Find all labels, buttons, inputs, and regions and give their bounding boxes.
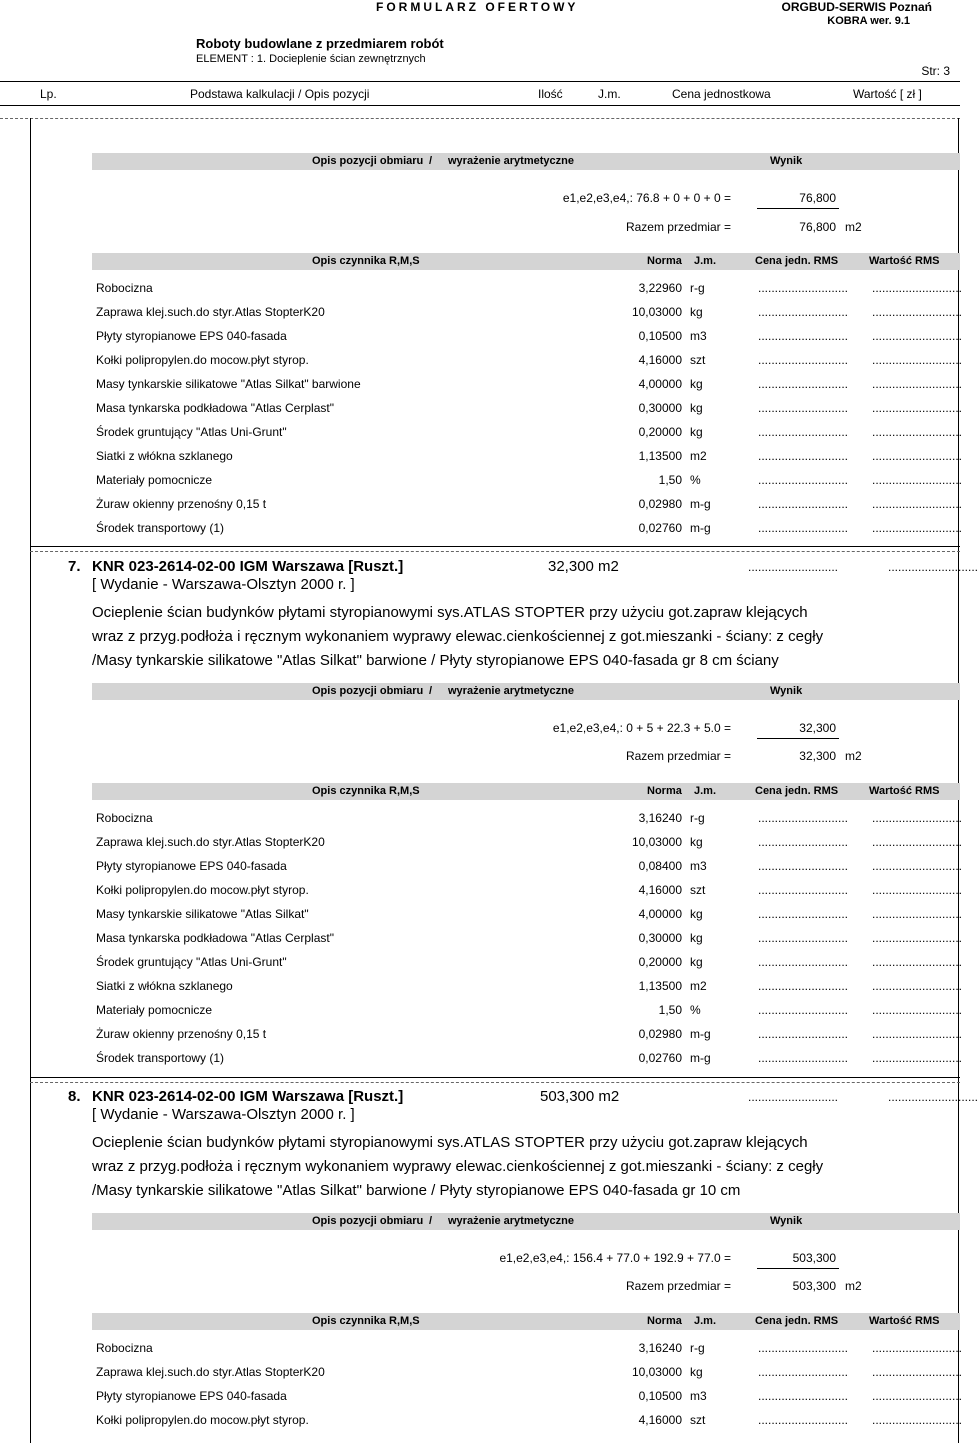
factor-norm: 0,10500: [638, 1389, 682, 1403]
col-unit-price: Cena jednostkowa: [672, 87, 771, 101]
factor-unit: r-g: [690, 811, 705, 825]
factor-row: [96, 1389, 963, 1407]
factor-row: [96, 521, 963, 539]
factor-row: [96, 377, 963, 395]
measure-desc-label: Opis pozycji obmiaru: [312, 685, 424, 697]
position-number: 7.: [68, 558, 81, 575]
factor-norm: 0,08400: [638, 859, 682, 873]
measure-result-label: Wynik: [770, 1215, 803, 1227]
factor-price-dots: ...........................: [758, 1341, 849, 1355]
factor-price-dots: ...........................: [758, 305, 849, 319]
factor-value-dots: ...........................: [872, 1413, 963, 1427]
factor-name: Kołki polipropylen.do mocow.płyt styrop.: [96, 1413, 309, 1427]
factor-norm: 0,02760: [638, 1051, 682, 1065]
factor-value-label: Wartość RMS: [869, 255, 940, 267]
factor-value-dots: ...........................: [872, 1389, 963, 1403]
razem-value: 76,800: [799, 220, 836, 234]
position-code: KNR 023-2614-02-00 IGM Warszawa [Ruszt.]: [92, 1088, 404, 1105]
factor-name: Robocizna: [96, 811, 153, 825]
factor-unit: m-g: [690, 1027, 711, 1041]
position-desc-line-1: Ocieplenie ścian budynków płytami styropianowymi sys.ATLAS STOPTER przy użyciu got.zapraw klejących: [92, 604, 808, 621]
measure-desc-label: Opis pozycji obmiaru: [312, 1215, 424, 1227]
factor-name: Żuraw okienny przenośny 0,15 t: [96, 1027, 267, 1041]
document-title: Roboty budowlane z przedmiarem robót: [196, 36, 444, 51]
factor-value-dots: ...........................: [872, 1341, 963, 1355]
frame-left-line: [30, 118, 31, 1443]
measure-slash: /: [429, 155, 433, 167]
factor-name: Kołki polipropylen.do mocow.płyt styrop.: [96, 883, 309, 897]
factor-row: [96, 835, 963, 853]
factor-name: Środek transportowy (1): [96, 521, 225, 535]
position-price-dots: ...........................: [748, 1090, 839, 1104]
factor-value-dots: ...........................: [872, 1365, 963, 1379]
header-dash-rule: [0, 118, 960, 119]
factor-value-dots: ...........................: [872, 1051, 963, 1065]
factor-norm: 3,16240: [638, 811, 682, 825]
factor-price-dots: ...........................: [758, 353, 849, 367]
position-edition: [ Wydanie - Warszawa-Olsztyn 2000 r. ]: [92, 1106, 355, 1123]
razem-value: 32,300: [799, 749, 836, 763]
factor-desc-label: Opis czynnika R,M,S: [312, 785, 420, 797]
factor-value-dots: ...........................: [872, 859, 963, 873]
factor-price-dots: ...........................: [758, 979, 849, 993]
factor-row: [96, 907, 963, 925]
factor-name: Siatki z włókna szklanego: [96, 449, 233, 463]
factor-value-dots: ...........................: [872, 955, 963, 969]
col-value: Wartość [ zł ]: [853, 87, 922, 101]
factor-row: [96, 401, 963, 419]
factor-value-label: Wartość RMS: [869, 785, 940, 797]
factor-norm: 1,50: [658, 473, 682, 487]
factor-norm: 0,20000: [638, 425, 682, 439]
factor-unit: kg: [690, 955, 703, 969]
measure-result: 32,300: [799, 721, 836, 735]
factor-name: Zaprawa klej.such.do styr.Atlas StopterK20: [96, 1365, 325, 1379]
col-qty: Ilość: [538, 87, 563, 101]
factor-norm: 10,03000: [631, 305, 682, 319]
factor-price-dots: ...........................: [758, 907, 849, 921]
factor-row: [96, 449, 963, 467]
position-value-dots: ...........................: [888, 560, 978, 574]
razem-label: Razem przedmiar =: [625, 749, 731, 763]
position-edition: [ Wydanie - Warszawa-Olsztyn 2000 r. ]: [92, 576, 355, 593]
factor-unit: %: [690, 1003, 701, 1017]
measure-expr-label: wyrażenie arytmetyczne: [448, 1215, 574, 1227]
position-desc-line-3: /Masy tynkarskie silikatowe "Atlas Silkat" barwione / Płyty styropianowe EPS 040-fasada gr 10 cm: [92, 1182, 741, 1199]
factor-unit: kg: [690, 305, 703, 319]
factor-row: [96, 1027, 963, 1045]
factor-unit: szt: [690, 1413, 706, 1427]
factor-name: Zaprawa klej.such.do styr.Atlas StopterK20: [96, 835, 325, 849]
section-divider: [30, 546, 960, 547]
factor-price-dots: ...........................: [758, 859, 849, 873]
factor-price-label: Cena jedn. RMS: [755, 255, 839, 267]
factor-norm: 3,16240: [638, 1341, 682, 1355]
factor-row: [96, 859, 963, 877]
factor-unit: m3: [690, 329, 707, 343]
factor-price-dots: ...........................: [758, 1389, 849, 1403]
factor-norm: 0,20000: [638, 955, 682, 969]
factor-norm: 0,30000: [638, 931, 682, 945]
factor-name: Środek transportowy (1): [96, 1051, 225, 1065]
measure-desc-label: Opis pozycji obmiaru: [312, 155, 424, 167]
factor-value-dots: ...........................: [872, 835, 963, 849]
factor-desc-label: Opis czynnika R,M,S: [312, 255, 420, 267]
factor-value-dots: ...........................: [872, 931, 963, 945]
factor-value-dots: ...........................: [872, 401, 963, 415]
factor-price-dots: ...........................: [758, 811, 849, 825]
section-divider-dashed: [30, 551, 960, 552]
measure-expression: e1,e2,e3,e4,: 0 + 5 + 22.3 + 5.0 =: [552, 721, 731, 735]
factor-price-dots: ...........................: [758, 931, 849, 945]
factor-name: Masa tynkarska podkładowa "Atlas Cerplast": [96, 931, 334, 945]
factor-unit: m2: [690, 449, 707, 463]
factor-header-bar: [92, 783, 960, 800]
factor-unit: kg: [690, 907, 703, 921]
factor-price-dots: ...........................: [758, 401, 849, 415]
element-label: ELEMENT : 1. Docieplenie ścian zewnętrznych: [196, 53, 426, 65]
factor-row: [96, 955, 963, 973]
measure-result-underline: [757, 738, 839, 739]
factor-norm: 4,16000: [638, 883, 682, 897]
factor-value-dots: ...........................: [872, 497, 963, 511]
factor-value-dots: ...........................: [872, 329, 963, 343]
factor-value-dots: ...........................: [872, 1027, 963, 1041]
factor-name: Materiały pomocnicze: [96, 473, 213, 487]
factor-row: [96, 329, 963, 347]
factor-norm: 3,22960: [638, 281, 682, 295]
razem-unit: m2: [845, 220, 862, 234]
factor-norm: 10,03000: [631, 835, 682, 849]
factor-value-dots: ...........................: [872, 883, 963, 897]
factor-name: Płyty styropianowe EPS 040-fasada: [96, 1389, 287, 1403]
position-desc-line-2: wraz z przyg.podłoża i ręcznym wykonaniem wyprawy elewac.cienkościennej z got.mieszanki - ściany: z cegły: [92, 628, 824, 645]
column-header-bottom-rule: [0, 105, 960, 106]
measure-result-label: Wynik: [770, 685, 803, 697]
razem-label: Razem przedmiar =: [625, 1279, 731, 1293]
factor-norm: 0,02760: [638, 521, 682, 535]
factor-name: Masy tynkarskie silikatowe "Atlas Silkat": [96, 907, 309, 921]
section-divider: [30, 1077, 960, 1078]
measure-result-label: Wynik: [770, 155, 803, 167]
factor-name: Środek gruntujący "Atlas Uni-Grunt": [96, 425, 287, 439]
factor-norm: 0,02980: [638, 1027, 682, 1041]
factor-unit-label: J.m.: [694, 785, 717, 797]
factor-price-dots: ...........................: [758, 1413, 849, 1427]
factor-value-dots: ...........................: [872, 1003, 963, 1017]
factor-unit: szt: [690, 353, 706, 367]
factor-unit: r-g: [690, 281, 705, 295]
measure-result-underline: [757, 208, 839, 209]
factor-name: Środek gruntujący "Atlas Uni-Grunt": [96, 955, 287, 969]
factor-norm: 4,00000: [638, 907, 682, 921]
measure-expression: e1,e2,e3,e4,: 76.8 + 0 + 0 + 0 =: [562, 191, 731, 205]
factor-price-dots: ...........................: [758, 473, 849, 487]
factor-value-dots: ...........................: [872, 377, 963, 391]
factor-price-dots: ...........................: [758, 449, 849, 463]
measure-result-underline: [757, 1268, 839, 1269]
factor-unit-label: J.m.: [694, 1315, 717, 1327]
measure-header-bar: [92, 1213, 960, 1230]
factor-norm-label: Norma: [647, 255, 682, 267]
factor-row: [96, 425, 963, 443]
factor-unit: kg: [690, 425, 703, 439]
factor-norm: 0,02980: [638, 497, 682, 511]
factor-header-bar: [92, 1313, 960, 1330]
factor-norm: 1,13500: [638, 449, 682, 463]
measure-slash: /: [429, 1215, 433, 1227]
factor-price-dots: ...........................: [758, 425, 849, 439]
factor-value-dots: ...........................: [872, 473, 963, 487]
factor-header-bar: [92, 253, 960, 270]
factor-unit: m3: [690, 1389, 707, 1403]
factor-price-dots: ...........................: [758, 281, 849, 295]
factor-unit: m2: [690, 979, 707, 993]
factor-unit: kg: [690, 931, 703, 945]
factor-price-label: Cena jedn. RMS: [755, 1315, 839, 1327]
factor-row: [96, 811, 963, 829]
factor-row: [96, 497, 963, 515]
factor-row: [96, 1413, 963, 1431]
factor-name: Płyty styropianowe EPS 040-fasada: [96, 329, 287, 343]
factor-norm: 10,03000: [631, 1365, 682, 1379]
form-title: FORMULARZ OFERTOWY: [376, 0, 579, 14]
factor-value-label: Wartość RMS: [869, 1315, 940, 1327]
factor-name: Materiały pomocnicze: [96, 1003, 213, 1017]
measure-slash: /: [429, 685, 433, 697]
factor-name: Zaprawa klej.such.do styr.Atlas StopterK20: [96, 305, 325, 319]
factor-price-dots: ...........................: [758, 955, 849, 969]
factor-name: Żuraw okienny przenośny 0,15 t: [96, 497, 267, 511]
factor-price-dots: ...........................: [758, 1051, 849, 1065]
factor-value-dots: ...........................: [872, 811, 963, 825]
factor-unit: kg: [690, 377, 703, 391]
razem-label: Razem przedmiar =: [625, 220, 731, 234]
factor-norm: 0,30000: [638, 401, 682, 415]
position-value-dots: ...........................: [888, 1090, 978, 1104]
factor-unit: m-g: [690, 521, 711, 535]
factor-name: Masy tynkarskie silikatowe "Atlas Silkat" barwione: [96, 377, 361, 391]
factor-value-dots: ...........................: [872, 521, 963, 535]
position-desc-line-1: Ocieplenie ścian budynków płytami styropianowymi sys.ATLAS STOPTER przy użyciu got.zapraw klejących: [92, 1134, 808, 1151]
measure-result: 503,300: [792, 1251, 836, 1265]
factor-unit: m-g: [690, 1051, 711, 1065]
position-desc-line-2: wraz z przyg.podłoża i ręcznym wykonaniem wyprawy elewac.cienkościennej z got.mieszanki - ściany: z cegły: [92, 1158, 824, 1175]
position-desc-line-3: /Masy tynkarskie silikatowe "Atlas Silkat" barwione / Płyty styropianowe EPS 040-fasada gr 8 cm ściany: [92, 652, 779, 669]
factor-norm: 4,16000: [638, 353, 682, 367]
col-basis: Podstawa kalkulacji / Opis pozycji: [190, 87, 370, 101]
factor-norm: 4,16000: [638, 1413, 682, 1427]
factor-price-dots: ...........................: [758, 835, 849, 849]
measure-expr-label: wyrażenie arytmetyczne: [448, 155, 574, 167]
factor-unit: %: [690, 473, 701, 487]
factor-row: [96, 353, 963, 371]
factor-price-label: Cena jedn. RMS: [755, 785, 839, 797]
factor-desc-label: Opis czynnika R,M,S: [312, 1315, 420, 1327]
column-header-top-rule: [0, 81, 960, 82]
factor-value-dots: ...........................: [872, 305, 963, 319]
factor-name: Płyty styropianowe EPS 040-fasada: [96, 859, 287, 873]
factor-value-dots: ...........................: [872, 281, 963, 295]
factor-unit: szt: [690, 883, 706, 897]
factor-unit-label: J.m.: [694, 255, 717, 267]
factor-unit: kg: [690, 1365, 703, 1379]
factor-row: [96, 1365, 963, 1383]
factor-value-dots: ...........................: [872, 425, 963, 439]
factor-name: Siatki z włókna szklanego: [96, 979, 233, 993]
factor-unit: r-g: [690, 1341, 705, 1355]
factor-price-dots: ...........................: [758, 329, 849, 343]
company-name: ORGBUD-SERWIS Poznań: [781, 0, 932, 14]
measure-header-bar: [92, 153, 960, 170]
measure-expr-label: wyrażenie arytmetyczne: [448, 685, 574, 697]
position-quantity: 503,300 m2: [540, 1088, 620, 1105]
factor-unit: m3: [690, 859, 707, 873]
factor-value-dots: ...........................: [872, 353, 963, 367]
software-version: KOBRA wer. 9.1: [827, 15, 910, 27]
factor-name: Robocizna: [96, 1341, 153, 1355]
measure-header-bar: [92, 683, 960, 700]
col-unit: J.m.: [598, 87, 621, 101]
factor-unit: kg: [690, 835, 703, 849]
factor-unit: kg: [690, 401, 703, 415]
measure-result: 76,800: [799, 191, 836, 205]
factor-norm: 0,10500: [638, 329, 682, 343]
factor-price-dots: ...........................: [758, 521, 849, 535]
factor-value-dots: ...........................: [872, 907, 963, 921]
razem-unit: m2: [845, 749, 862, 763]
factor-price-dots: ...........................: [758, 377, 849, 391]
factor-price-dots: ...........................: [758, 883, 849, 897]
factor-row: [96, 473, 963, 491]
factor-row: [96, 1051, 963, 1069]
factor-price-dots: ...........................: [758, 1027, 849, 1041]
factor-price-dots: ...........................: [758, 1365, 849, 1379]
factor-value-dots: ...........................: [872, 449, 963, 463]
factor-value-dots: ...........................: [872, 979, 963, 993]
factor-row: [96, 1341, 963, 1359]
position-code: KNR 023-2614-02-00 IGM Warszawa [Ruszt.]: [92, 558, 404, 575]
factor-norm: 1,13500: [638, 979, 682, 993]
factor-price-dots: ...........................: [758, 1003, 849, 1017]
factor-row: [96, 931, 963, 949]
factor-norm-label: Norma: [647, 1315, 682, 1327]
factor-unit: m-g: [690, 497, 711, 511]
factor-price-dots: ...........................: [758, 497, 849, 511]
position-price-dots: ...........................: [748, 560, 839, 574]
razem-unit: m2: [845, 1279, 862, 1293]
factor-row: [96, 305, 963, 323]
factor-norm: 4,00000: [638, 377, 682, 391]
col-lp: Lp.: [40, 87, 57, 101]
factor-name: Masa tynkarska podkładowa "Atlas Cerplast": [96, 401, 334, 415]
factor-row: [96, 281, 963, 299]
factor-row: [96, 979, 963, 997]
factor-norm: 1,50: [658, 1003, 682, 1017]
measure-expression: e1,e2,e3,e4,: 156.4 + 77.0 + 192.9 + 77.0 =: [499, 1251, 731, 1265]
position-quantity: 32,300 m2: [548, 558, 619, 575]
razem-value: 503,300: [792, 1279, 836, 1293]
section-divider-dashed: [30, 1082, 960, 1083]
factor-name: Kołki polipropylen.do mocow.płyt styrop.: [96, 353, 309, 367]
factor-norm-label: Norma: [647, 785, 682, 797]
page-number: Str: 3: [921, 64, 950, 78]
factor-row: [96, 883, 963, 901]
factor-name: Robocizna: [96, 281, 153, 295]
factor-row: [96, 1003, 963, 1021]
position-number: 8.: [68, 1088, 81, 1105]
